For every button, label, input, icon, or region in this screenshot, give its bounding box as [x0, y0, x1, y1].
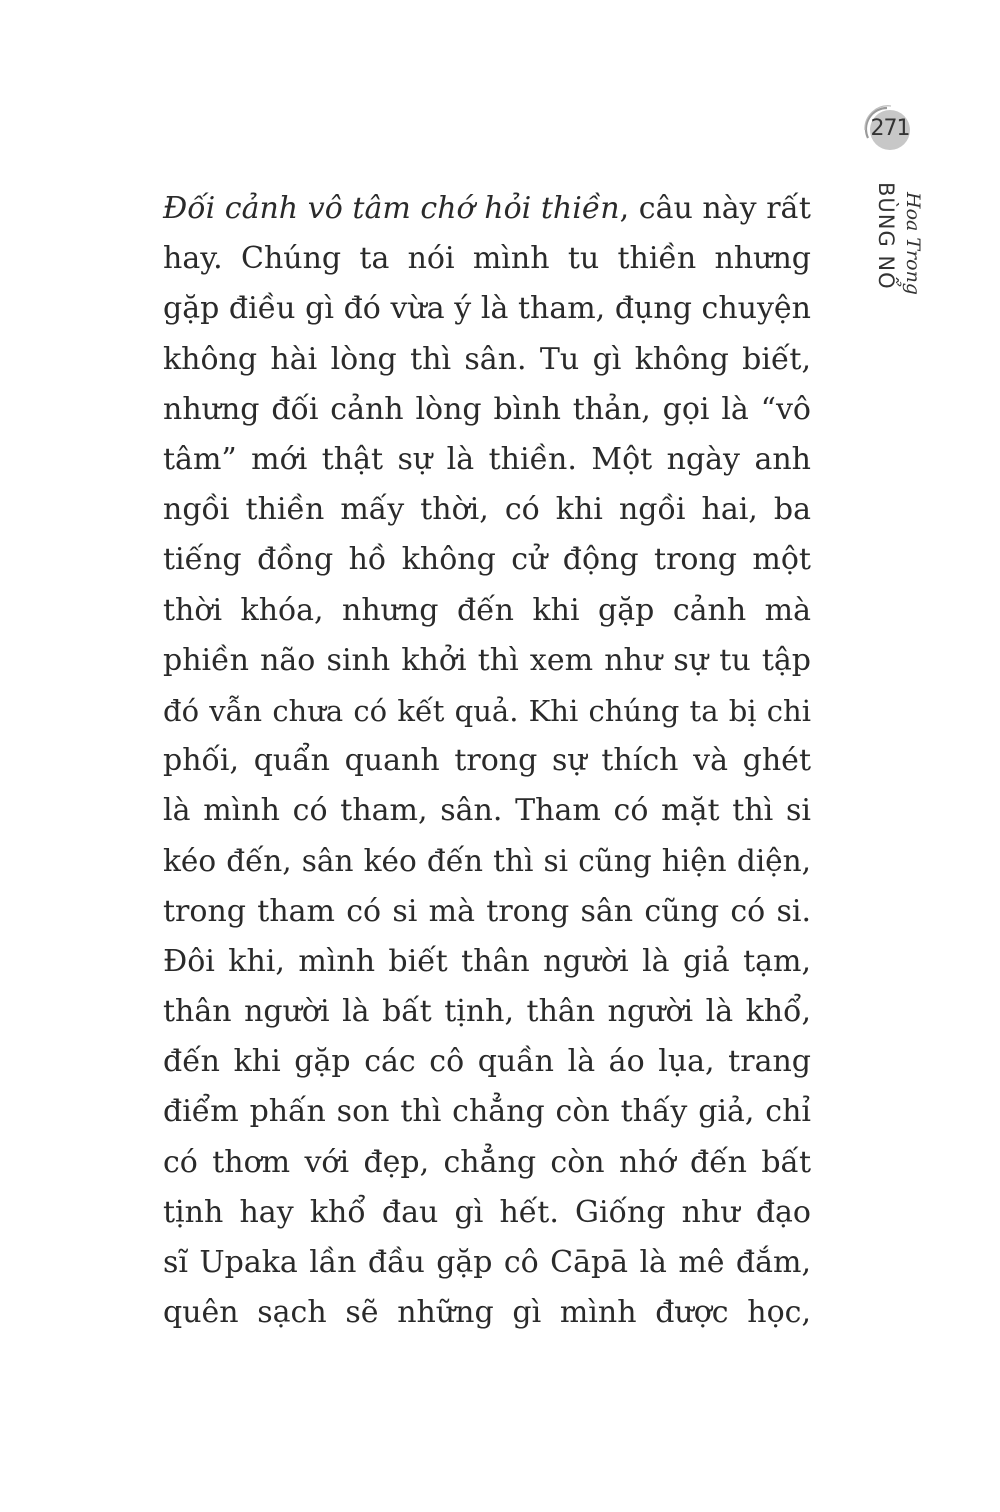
- text-line: thời khóa, nhưng đến khi gặp cảnh mà: [163, 592, 811, 628]
- text-line: phối, quẩn quanh trong sự thích và ghét: [163, 743, 811, 779]
- running-title-caps: BÙNG NỔ: [874, 182, 898, 290]
- text-line: tiếng đồng hồ không cử động trong một: [163, 542, 811, 578]
- text-line: phiền não sinh khởi thì xem như sự tu tập: [163, 642, 811, 678]
- text-line: quên sạch sẽ những gì mình được học,: [163, 1295, 811, 1331]
- text-line: gặp điều gì đó vừa ý là tham, đụng chuyện: [163, 291, 811, 327]
- text-line: tịnh hay khổ đau gì hết. Giống như đạo: [163, 1194, 811, 1230]
- text-line: điểm phấn son thì chẳng còn thấy giả, chỉ: [163, 1094, 811, 1130]
- text-line: tâm” mới thật sự là thiền. Một ngày anh: [163, 441, 811, 477]
- text-line: là mình có tham, sân. Tham có mặt thì si: [163, 793, 811, 829]
- page-number-badge: [862, 104, 912, 154]
- text-line: nhưng đối cảnh lòng bình thản, gọi là “vô: [163, 391, 811, 427]
- body-paragraph: [163, 184, 811, 1338]
- text-line: Đôi khi, mình biết thân người là giả tạm,: [163, 943, 811, 979]
- text-line: hay. Chúng ta nói mình tu thiền nhưng: [163, 241, 811, 277]
- text-line-rest: , câu này rất: [619, 191, 811, 226]
- text-line: ngồi thiền mấy thời, có khi ngồi hai, ba: [163, 492, 811, 528]
- text-line: không hài lòng thì sân. Tu gì không biết,: [163, 341, 811, 377]
- text-line: sĩ Upaka lần đầu gặp cô Cāpā là mê đắm,: [163, 1244, 811, 1280]
- text-line: có thơm với đẹp, chẳng còn nhớ đến bất: [163, 1144, 811, 1180]
- text-line: [163, 184, 811, 234]
- running-title: [868, 180, 924, 300]
- text-line: đó vẫn chưa có kết quả. Khi chúng ta bị chi: [163, 693, 811, 728]
- text-line: thân người là bất tịnh, thân người là khổ,: [163, 994, 811, 1029]
- text-line: kéo đến, sân kéo đến thì si cũng hiện diện,: [163, 844, 811, 879]
- page-number: 271: [870, 116, 910, 141]
- text-line: đến khi gặp các cô quần là áo lụa, trang: [163, 1044, 811, 1080]
- text-line: trong tham có si mà trong sân cũng có si.: [163, 893, 811, 929]
- italic-quote: Đối cảnh vô tâm chớ hỏi thiền: [163, 191, 620, 226]
- running-title-script: Hoa Trong: [902, 192, 924, 295]
